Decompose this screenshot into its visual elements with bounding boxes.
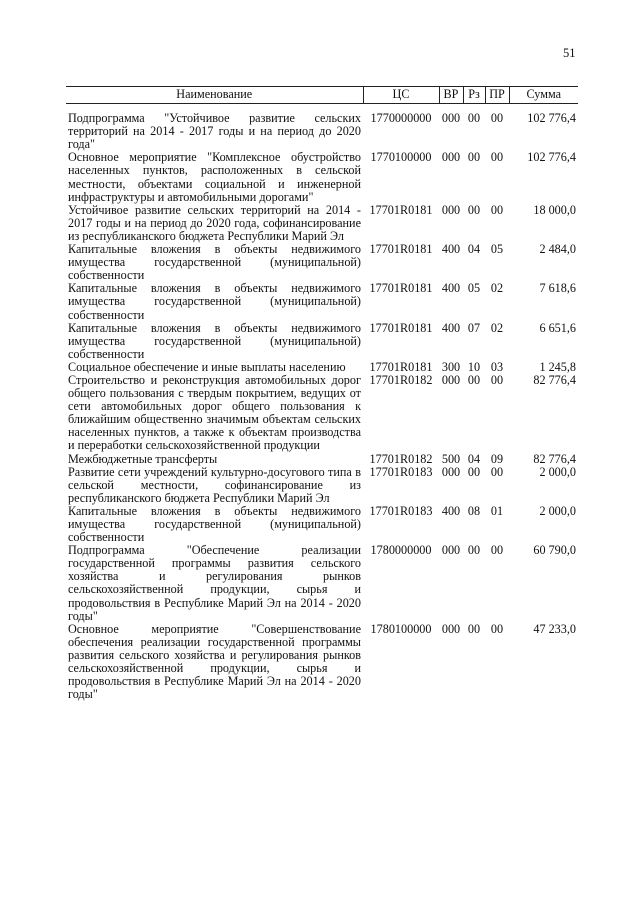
row-sum: 2 000,0 bbox=[539, 503, 576, 518]
row-rz: 07 bbox=[467, 320, 481, 335]
row-rz: 05 bbox=[467, 281, 481, 296]
row-rz: 04 bbox=[467, 451, 481, 466]
table-row bbox=[66, 505, 578, 544]
row-cs: 1780100000 bbox=[370, 621, 432, 636]
row-name: Капитальные вложения в объекты недвижимого имущества государственной (муниципальной) собственности bbox=[68, 320, 361, 361]
row-pr: 02 bbox=[490, 320, 504, 335]
row-sum: 102 776,4 bbox=[527, 111, 576, 126]
table-row bbox=[66, 243, 578, 282]
row-sum: 7 618,6 bbox=[539, 281, 576, 296]
table-row bbox=[66, 374, 578, 453]
row-name: Развитие сети учреждений культурно-досугового типа в сельской местности, софинансирование из республиканского бюджета Республики Марий Эл bbox=[68, 464, 361, 505]
row-pr: 00 bbox=[490, 150, 504, 165]
row-cs: 17701R0183 bbox=[369, 503, 433, 518]
row-sum: 2 000,0 bbox=[539, 464, 576, 479]
row-pr: 03 bbox=[490, 359, 504, 374]
row-pr: 01 bbox=[490, 503, 504, 518]
row-sum: 60 790,0 bbox=[533, 543, 576, 558]
row-rz: 08 bbox=[467, 503, 481, 518]
row-name: Подпрограмма "Устойчивое развитие сельских территорий на 2014 - 2017 годы и на период до 2020 года" bbox=[68, 111, 361, 152]
row-pr: 00 bbox=[490, 621, 504, 636]
row-pr: 00 bbox=[490, 543, 504, 558]
row-pr: 09 bbox=[490, 451, 504, 466]
row-pr: 00 bbox=[490, 464, 504, 479]
row-vr: 400 bbox=[441, 503, 461, 518]
table-row bbox=[66, 151, 578, 203]
row-vr: 300 bbox=[441, 359, 461, 374]
row-cs: 17701R0181 bbox=[369, 320, 433, 335]
row-cs: 17701R0181 bbox=[369, 281, 433, 296]
row-vr: 400 bbox=[441, 320, 461, 335]
row-cs: 17701R0181 bbox=[369, 242, 433, 257]
table-row bbox=[66, 322, 578, 361]
row-pr: 00 bbox=[490, 372, 504, 387]
row-cs: 1770100000 bbox=[370, 150, 432, 165]
row-name: Капитальные вложения в объекты недвижимого имущества государственной (муниципальной) собственности bbox=[68, 242, 361, 283]
row-name: Основное мероприятие "Совершенствование обеспечения реализации государственной программы развития сельского хозяйства и регулирования рынков сельскохозяйственной продукции, сырья и продовольствия в Республике Марий Эл на 2014 - 2020 годы" bbox=[68, 621, 361, 702]
page-number: 51 bbox=[563, 46, 576, 60]
row-name: Подпрограмма "Обеспечение реализации государственной программы развития сельского хозяйства и регулирования рынков сельскохозяйственной продукции, сырья и продовольствия в Республике Марий Эл на 2014 - 2020 годы" bbox=[68, 543, 361, 623]
header-vr: ВР bbox=[439, 87, 463, 104]
row-rz: 00 bbox=[467, 111, 481, 126]
row-vr: 500 bbox=[441, 451, 461, 466]
row-sum: 6 651,6 bbox=[539, 320, 576, 335]
header-rz: Рз bbox=[463, 87, 485, 104]
row-rz: 00 bbox=[467, 621, 481, 636]
row-rz: 00 bbox=[467, 372, 481, 387]
row-cs: 1770000000 bbox=[370, 111, 432, 126]
row-sum: 82 776,4 bbox=[533, 372, 576, 387]
row-vr: 000 bbox=[441, 543, 461, 558]
budget-table bbox=[66, 86, 578, 701]
table-row bbox=[66, 623, 578, 702]
header-pr: ПР bbox=[485, 87, 509, 104]
row-rz: 00 bbox=[467, 150, 481, 165]
row-name: Строительство и реконструкция автомобильных дорог общего пользования с твердым покрытием, ведущих от сети автомобильных дорог общего пользования к ближайшим общественно значимым объектам сельских населенных пунктов, а также к объектам производства и переработки сельскохозяйственной продукции bbox=[68, 372, 361, 453]
row-sum: 82 776,4 bbox=[533, 451, 576, 466]
row-vr: 000 bbox=[441, 150, 461, 165]
header-cs: ЦС bbox=[363, 87, 439, 104]
header-sum: Сумма bbox=[509, 87, 578, 104]
row-sum: 2 484,0 bbox=[539, 242, 576, 257]
row-sum: 1 245,8 bbox=[539, 359, 576, 374]
row-sum: 102 776,4 bbox=[527, 150, 576, 165]
table-header-row bbox=[66, 87, 578, 104]
table-row bbox=[66, 104, 578, 152]
row-rz: 00 bbox=[467, 543, 481, 558]
row-name: Основное мероприятие "Комплексное обустройство населенных пунктов, расположенных в сельской местности, объектами социальной и инженерной инфраструктуры и автомобильными дорогами" bbox=[68, 150, 361, 204]
row-cs: 17701R0183 bbox=[369, 464, 433, 479]
row-vr: 000 bbox=[441, 464, 461, 479]
table-row bbox=[66, 282, 578, 321]
row-rz: 10 bbox=[467, 359, 481, 374]
row-cs: 17701R0181 bbox=[369, 202, 433, 217]
row-rz: 00 bbox=[467, 464, 481, 479]
row-pr: 00 bbox=[490, 202, 504, 217]
row-vr: 000 bbox=[441, 202, 461, 217]
row-vr: 400 bbox=[441, 242, 461, 257]
row-pr: 00 bbox=[490, 111, 504, 126]
header-name: Наименование bbox=[66, 87, 363, 104]
row-sum: 47 233,0 bbox=[533, 621, 576, 636]
row-cs: 17701R0181 bbox=[369, 359, 433, 374]
row-rz: 04 bbox=[467, 242, 481, 257]
row-vr: 000 bbox=[441, 111, 461, 126]
table-row bbox=[66, 544, 578, 623]
row-name: Капитальные вложения в объекты недвижимого имущества государственной (муниципальной) собственности bbox=[68, 281, 361, 322]
row-pr: 02 bbox=[490, 281, 504, 296]
row-cs: 1780000000 bbox=[370, 543, 432, 558]
row-rz: 00 bbox=[467, 202, 481, 217]
row-name: Социальное обеспечение и иные выплаты населению bbox=[68, 359, 346, 374]
row-name: Устойчивое развитие сельских территорий на 2014 - 2017 годы и на период до 2020 года, софинансирование из республиканского бюджета Республики Марий Эл bbox=[68, 202, 361, 243]
row-sum: 18 000,0 bbox=[533, 202, 576, 217]
row-vr: 400 bbox=[441, 281, 461, 296]
row-name: Капитальные вложения в объекты недвижимого имущества государственной (муниципальной) собственности bbox=[68, 503, 361, 545]
row-vr: 000 bbox=[441, 372, 461, 387]
row-cs: 17701R0182 bbox=[369, 372, 433, 387]
table-row bbox=[66, 361, 578, 374]
table-row bbox=[66, 204, 578, 243]
row-vr: 000 bbox=[441, 621, 461, 636]
row-pr: 05 bbox=[490, 242, 504, 257]
table-row bbox=[66, 466, 578, 505]
table-row bbox=[66, 453, 578, 466]
row-name: Межбюджетные трансферты bbox=[68, 451, 218, 466]
row-cs: 17701R0182 bbox=[369, 451, 433, 466]
